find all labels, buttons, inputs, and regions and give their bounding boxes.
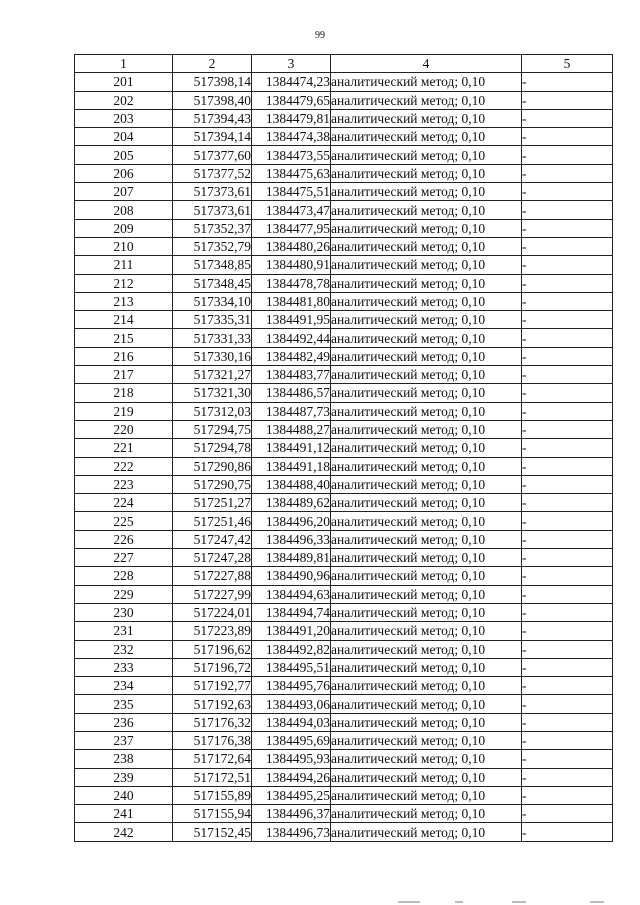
cell-method: аналитический метод; 0,10 [331, 274, 522, 292]
coordinates-table [74, 54, 613, 842]
table-row [75, 91, 613, 109]
cell-point-number: 203 [75, 109, 173, 127]
cell-method: аналитический метод; 0,10 [331, 658, 522, 676]
table-row [75, 311, 613, 329]
cell-point-number: 222 [75, 457, 173, 475]
cell-point-number: 218 [75, 384, 173, 402]
cell-note: - [522, 366, 613, 384]
cell-y-coordinate: 1384495,93 [252, 750, 331, 768]
cell-x-coordinate: 517223,89 [173, 622, 252, 640]
table-row [75, 457, 613, 475]
cell-point-number: 215 [75, 329, 173, 347]
cell-point-number: 212 [75, 274, 173, 292]
cell-x-coordinate: 517251,27 [173, 494, 252, 512]
cell-point-number: 232 [75, 640, 173, 658]
cell-method: аналитический метод; 0,10 [331, 713, 522, 731]
cell-note: - [522, 640, 613, 658]
cell-x-coordinate: 517192,77 [173, 677, 252, 695]
cell-method: аналитический метод; 0,10 [331, 91, 522, 109]
cell-method: аналитический метод; 0,10 [331, 237, 522, 255]
cell-y-coordinate: 1384481,80 [252, 292, 331, 310]
table-row [75, 201, 613, 219]
cell-x-coordinate: 517196,72 [173, 658, 252, 676]
table-row [75, 274, 613, 292]
cell-y-coordinate: 1384480,26 [252, 237, 331, 255]
cell-note: - [522, 183, 613, 201]
cell-method: аналитический метод; 0,10 [331, 109, 522, 127]
cell-note: - [522, 786, 613, 804]
cell-method: аналитический метод; 0,10 [331, 640, 522, 658]
cell-x-coordinate: 517294,75 [173, 420, 252, 438]
cell-method: аналитический метод; 0,10 [331, 128, 522, 146]
cell-x-coordinate: 517335,31 [173, 311, 252, 329]
table-row [75, 530, 613, 548]
cell-x-coordinate: 517155,89 [173, 786, 252, 804]
table-row [75, 677, 613, 695]
cell-method: аналитический метод; 0,10 [331, 146, 522, 164]
table-row [75, 567, 613, 585]
cell-note: - [522, 622, 613, 640]
cell-note: - [522, 530, 613, 548]
cell-method: аналитический метод; 0,10 [331, 311, 522, 329]
cell-note: - [522, 73, 613, 91]
cell-x-coordinate: 517176,38 [173, 731, 252, 749]
header-col-3: 3 [252, 55, 331, 73]
cell-note: - [522, 292, 613, 310]
cell-method: аналитический метод; 0,10 [331, 329, 522, 347]
cell-method: аналитический метод; 0,10 [331, 457, 522, 475]
table-row [75, 439, 613, 457]
cell-y-coordinate: 1384482,49 [252, 347, 331, 365]
cell-x-coordinate: 517192,63 [173, 695, 252, 713]
cell-x-coordinate: 517227,99 [173, 585, 252, 603]
cell-method: аналитический метод; 0,10 [331, 494, 522, 512]
cell-note: - [522, 256, 613, 274]
cell-point-number: 241 [75, 805, 173, 823]
cell-point-number: 224 [75, 494, 173, 512]
cell-note: - [522, 512, 613, 530]
table-body [75, 73, 613, 841]
cell-note: - [522, 201, 613, 219]
cell-method: аналитический метод; 0,10 [331, 164, 522, 182]
cell-point-number: 233 [75, 658, 173, 676]
cell-x-coordinate: 517321,27 [173, 366, 252, 384]
page-number: 99 [315, 30, 325, 41]
cell-note: - [522, 146, 613, 164]
cell-point-number: 211 [75, 256, 173, 274]
cell-point-number: 234 [75, 677, 173, 695]
header-col-1: 1 [75, 55, 173, 73]
cell-method: аналитический метод; 0,10 [331, 475, 522, 493]
table-row [75, 695, 613, 713]
cell-y-coordinate: 1384473,55 [252, 146, 331, 164]
cell-note: - [522, 457, 613, 475]
cell-y-coordinate: 1384475,63 [252, 164, 331, 182]
cell-note: - [522, 731, 613, 749]
table-row [75, 750, 613, 768]
scan-edge-marks [0, 897, 640, 905]
table-row [75, 146, 613, 164]
cell-x-coordinate: 517172,51 [173, 768, 252, 786]
cell-x-coordinate: 517321,30 [173, 384, 252, 402]
table-row [75, 109, 613, 127]
cell-method: аналитический метод; 0,10 [331, 402, 522, 420]
cell-method: аналитический метод; 0,10 [331, 750, 522, 768]
cell-y-coordinate: 1384473,47 [252, 201, 331, 219]
cell-point-number: 208 [75, 201, 173, 219]
cell-method: аналитический метод; 0,10 [331, 366, 522, 384]
header-col-4: 4 [331, 55, 522, 73]
cell-note: - [522, 585, 613, 603]
cell-method: аналитический метод; 0,10 [331, 731, 522, 749]
cell-method: аналитический метод; 0,10 [331, 256, 522, 274]
cell-point-number: 231 [75, 622, 173, 640]
table-row [75, 128, 613, 146]
cell-point-number: 217 [75, 366, 173, 384]
cell-y-coordinate: 1384496,73 [252, 823, 331, 841]
cell-method: аналитический метод; 0,10 [331, 530, 522, 548]
cell-note: - [522, 695, 613, 713]
cell-method: аналитический метод; 0,10 [331, 695, 522, 713]
cell-y-coordinate: 1384495,51 [252, 658, 331, 676]
cell-y-coordinate: 1384494,03 [252, 713, 331, 731]
cell-point-number: 204 [75, 128, 173, 146]
cell-note: - [522, 274, 613, 292]
cell-method: аналитический метод; 0,10 [331, 805, 522, 823]
cell-note: - [522, 823, 613, 841]
cell-x-coordinate: 517247,42 [173, 530, 252, 548]
cell-note: - [522, 128, 613, 146]
cell-method: аналитический метод; 0,10 [331, 73, 522, 91]
header-col-2: 2 [173, 55, 252, 73]
cell-method: аналитический метод; 0,10 [331, 201, 522, 219]
cell-point-number: 225 [75, 512, 173, 530]
cell-point-number: 242 [75, 823, 173, 841]
cell-y-coordinate: 1384496,33 [252, 530, 331, 548]
cell-point-number: 238 [75, 750, 173, 768]
cell-method: аналитический метод; 0,10 [331, 603, 522, 621]
cell-x-coordinate: 517377,60 [173, 146, 252, 164]
cell-note: - [522, 402, 613, 420]
cell-note: - [522, 805, 613, 823]
cell-note: - [522, 658, 613, 676]
cell-y-coordinate: 1384480,91 [252, 256, 331, 274]
cell-method: аналитический метод; 0,10 [331, 183, 522, 201]
table-header-row [75, 55, 613, 73]
table-row [75, 512, 613, 530]
cell-method: аналитический метод; 0,10 [331, 786, 522, 804]
cell-y-coordinate: 1384479,65 [252, 91, 331, 109]
cell-x-coordinate: 517227,88 [173, 567, 252, 585]
cell-note: - [522, 494, 613, 512]
table-row [75, 658, 613, 676]
cell-note: - [522, 237, 613, 255]
cell-method: аналитический метод; 0,10 [331, 567, 522, 585]
cell-point-number: 236 [75, 713, 173, 731]
cell-method: аналитический метод; 0,10 [331, 768, 522, 786]
cell-x-coordinate: 517394,14 [173, 128, 252, 146]
cell-point-number: 229 [75, 585, 173, 603]
cell-x-coordinate: 517398,14 [173, 73, 252, 91]
cell-note: - [522, 384, 613, 402]
cell-y-coordinate: 1384492,82 [252, 640, 331, 658]
cell-point-number: 219 [75, 402, 173, 420]
cell-x-coordinate: 517312,03 [173, 402, 252, 420]
cell-x-coordinate: 517290,86 [173, 457, 252, 475]
cell-x-coordinate: 517290,75 [173, 475, 252, 493]
cell-x-coordinate: 517334,10 [173, 292, 252, 310]
table-row [75, 805, 613, 823]
cell-y-coordinate: 1384496,37 [252, 805, 331, 823]
cell-x-coordinate: 517348,45 [173, 274, 252, 292]
cell-note: - [522, 91, 613, 109]
cell-note: - [522, 109, 613, 127]
cell-point-number: 202 [75, 91, 173, 109]
table-row [75, 420, 613, 438]
cell-point-number: 209 [75, 219, 173, 237]
table-row [75, 329, 613, 347]
cell-point-number: 223 [75, 475, 173, 493]
cell-point-number: 227 [75, 549, 173, 567]
cell-note: - [522, 347, 613, 365]
cell-point-number: 239 [75, 768, 173, 786]
cell-x-coordinate: 517352,37 [173, 219, 252, 237]
cell-x-coordinate: 517176,32 [173, 713, 252, 731]
cell-note: - [522, 164, 613, 182]
table-row [75, 823, 613, 841]
cell-point-number: 226 [75, 530, 173, 548]
table-row [75, 622, 613, 640]
cell-x-coordinate: 517377,52 [173, 164, 252, 182]
table-row [75, 786, 613, 804]
cell-y-coordinate: 1384474,23 [252, 73, 331, 91]
cell-y-coordinate: 1384491,20 [252, 622, 331, 640]
cell-method: аналитический метод; 0,10 [331, 439, 522, 457]
cell-y-coordinate: 1384488,40 [252, 475, 331, 493]
cell-y-coordinate: 1384479,81 [252, 109, 331, 127]
cell-method: аналитический метод; 0,10 [331, 292, 522, 310]
cell-point-number: 221 [75, 439, 173, 457]
cell-x-coordinate: 517331,33 [173, 329, 252, 347]
table-row [75, 384, 613, 402]
cell-note: - [522, 567, 613, 585]
cell-point-number: 201 [75, 73, 173, 91]
table-row [75, 366, 613, 384]
table-row [75, 164, 613, 182]
cell-method: аналитический метод; 0,10 [331, 219, 522, 237]
table-row [75, 640, 613, 658]
table-row [75, 475, 613, 493]
table-row [75, 402, 613, 420]
cell-y-coordinate: 1384492,44 [252, 329, 331, 347]
cell-note: - [522, 549, 613, 567]
cell-x-coordinate: 517394,43 [173, 109, 252, 127]
cell-point-number: 207 [75, 183, 173, 201]
cell-x-coordinate: 517348,85 [173, 256, 252, 274]
cell-point-number: 213 [75, 292, 173, 310]
cell-x-coordinate: 517294,78 [173, 439, 252, 457]
cell-y-coordinate: 1384491,18 [252, 457, 331, 475]
cell-x-coordinate: 517172,64 [173, 750, 252, 768]
cell-method: аналитический метод; 0,10 [331, 384, 522, 402]
cell-y-coordinate: 1384491,95 [252, 311, 331, 329]
cell-point-number: 216 [75, 347, 173, 365]
table-row [75, 731, 613, 749]
cell-x-coordinate: 517196,62 [173, 640, 252, 658]
cell-note: - [522, 219, 613, 237]
cell-y-coordinate: 1384494,26 [252, 768, 331, 786]
cell-note: - [522, 603, 613, 621]
cell-note: - [522, 713, 613, 731]
cell-method: аналитический метод; 0,10 [331, 585, 522, 603]
cell-point-number: 210 [75, 237, 173, 255]
cell-note: - [522, 439, 613, 457]
cell-note: - [522, 420, 613, 438]
table-row [75, 768, 613, 786]
table-row [75, 183, 613, 201]
cell-note: - [522, 311, 613, 329]
cell-method: аналитический метод; 0,10 [331, 823, 522, 841]
cell-method: аналитический метод; 0,10 [331, 622, 522, 640]
table-row [75, 603, 613, 621]
table-row [75, 73, 613, 91]
table-row [75, 292, 613, 310]
cell-x-coordinate: 517330,16 [173, 347, 252, 365]
cell-method: аналитический метод; 0,10 [331, 420, 522, 438]
cell-x-coordinate: 517398,40 [173, 91, 252, 109]
cell-note: - [522, 750, 613, 768]
cell-y-coordinate: 1384475,51 [252, 183, 331, 201]
cell-y-coordinate: 1384493,06 [252, 695, 331, 713]
cell-x-coordinate: 517224,01 [173, 603, 252, 621]
table-row [75, 713, 613, 731]
table-row [75, 219, 613, 237]
table-row [75, 585, 613, 603]
cell-y-coordinate: 1384491,12 [252, 439, 331, 457]
table-row [75, 237, 613, 255]
cell-y-coordinate: 1384477,95 [252, 219, 331, 237]
cell-y-coordinate: 1384478,78 [252, 274, 331, 292]
cell-y-coordinate: 1384490,96 [252, 567, 331, 585]
cell-note: - [522, 768, 613, 786]
cell-note: - [522, 677, 613, 695]
cell-y-coordinate: 1384496,20 [252, 512, 331, 530]
cell-x-coordinate: 517251,46 [173, 512, 252, 530]
table-row [75, 256, 613, 274]
cell-method: аналитический метод; 0,10 [331, 677, 522, 695]
cell-x-coordinate: 517155,94 [173, 805, 252, 823]
cell-point-number: 237 [75, 731, 173, 749]
cell-point-number: 230 [75, 603, 173, 621]
cell-method: аналитический метод; 0,10 [331, 512, 522, 530]
cell-x-coordinate: 517352,79 [173, 237, 252, 255]
cell-x-coordinate: 517247,28 [173, 549, 252, 567]
cell-y-coordinate: 1384489,62 [252, 494, 331, 512]
cell-point-number: 214 [75, 311, 173, 329]
cell-y-coordinate: 1384494,63 [252, 585, 331, 603]
cell-point-number: 228 [75, 567, 173, 585]
cell-note: - [522, 329, 613, 347]
cell-point-number: 206 [75, 164, 173, 182]
cell-method: аналитический метод; 0,10 [331, 549, 522, 567]
cell-point-number: 240 [75, 786, 173, 804]
cell-y-coordinate: 1384486,57 [252, 384, 331, 402]
table-row [75, 347, 613, 365]
cell-x-coordinate: 517373,61 [173, 201, 252, 219]
cell-y-coordinate: 1384483,77 [252, 366, 331, 384]
cell-y-coordinate: 1384495,76 [252, 677, 331, 695]
header-col-5: 5 [522, 55, 613, 73]
cell-x-coordinate: 517373,61 [173, 183, 252, 201]
cell-y-coordinate: 1384494,74 [252, 603, 331, 621]
cell-method: аналитический метод; 0,10 [331, 347, 522, 365]
cell-point-number: 205 [75, 146, 173, 164]
cell-point-number: 220 [75, 420, 173, 438]
cell-y-coordinate: 1384489,81 [252, 549, 331, 567]
cell-x-coordinate: 517152,45 [173, 823, 252, 841]
cell-y-coordinate: 1384488,27 [252, 420, 331, 438]
table-row [75, 549, 613, 567]
cell-point-number: 235 [75, 695, 173, 713]
cell-y-coordinate: 1384495,25 [252, 786, 331, 804]
table-row [75, 494, 613, 512]
cell-y-coordinate: 1384487,73 [252, 402, 331, 420]
cell-y-coordinate: 1384495,69 [252, 731, 331, 749]
cell-note: - [522, 475, 613, 493]
cell-y-coordinate: 1384474,38 [252, 128, 331, 146]
